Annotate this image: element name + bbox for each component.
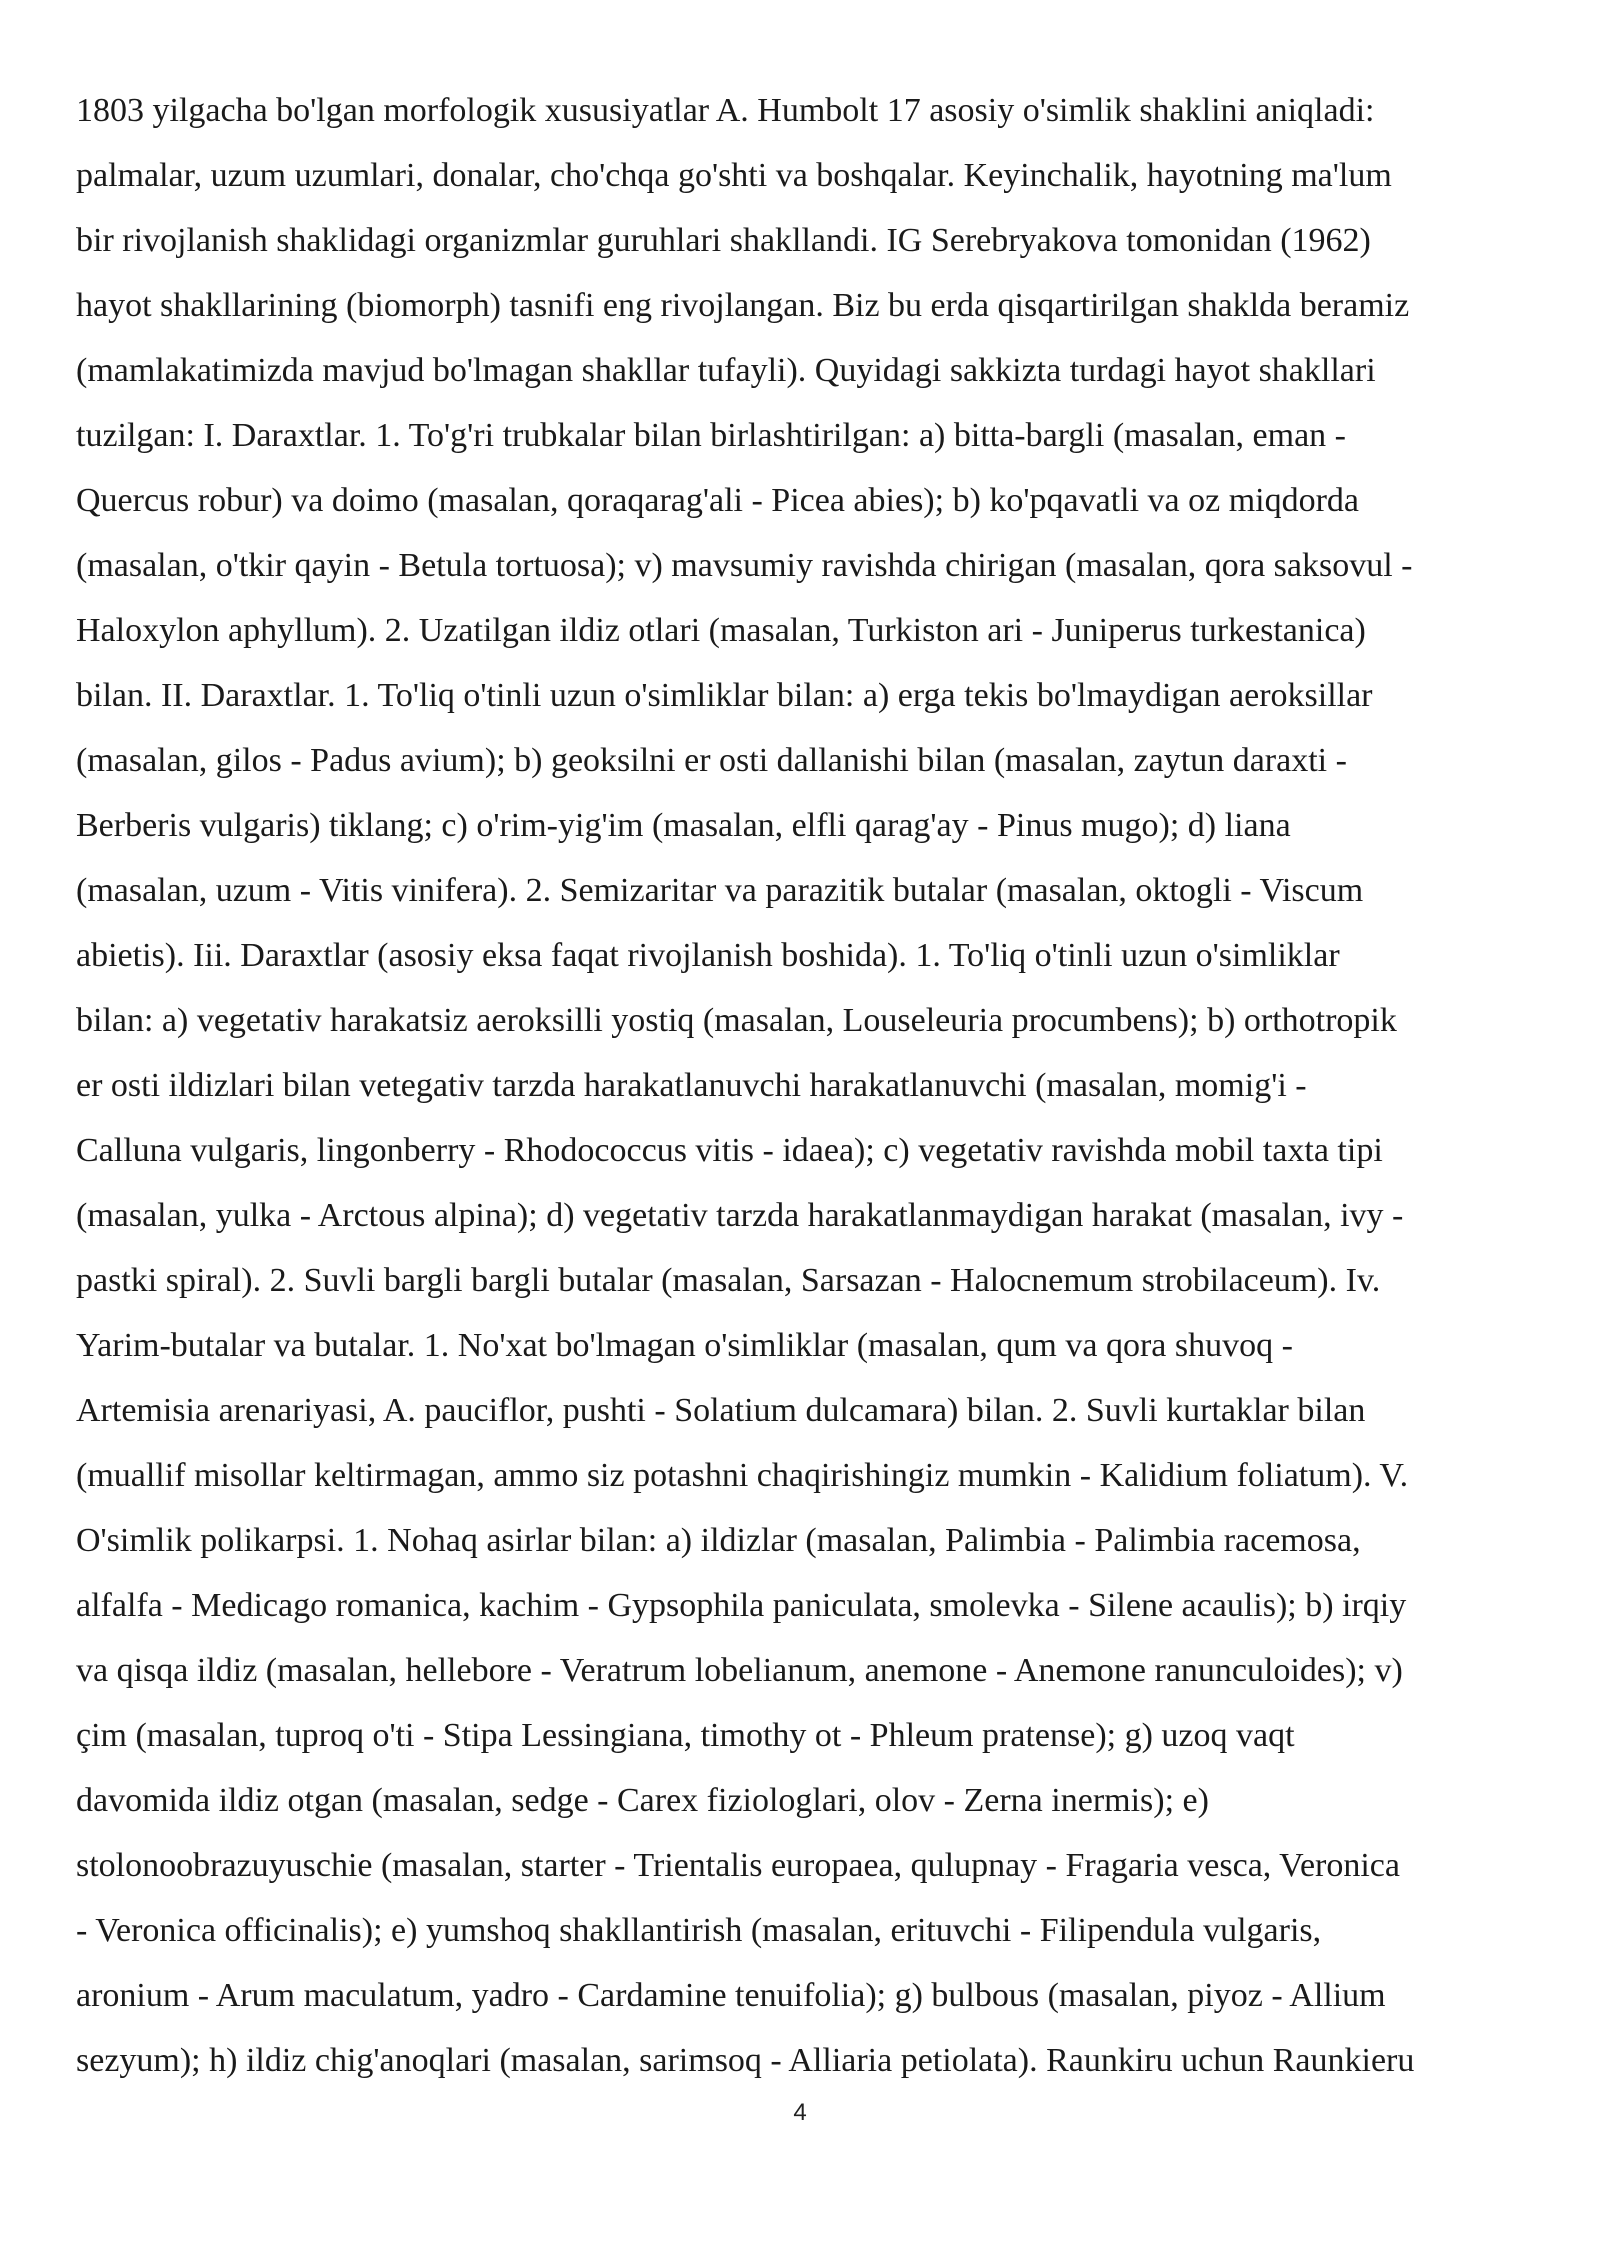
text-line: O'simlik polikarpsi. 1. Nohaq asirlar bilan: a) ildizlar (masalan, Palimbia - Palimbia racemosa, bbox=[76, 1522, 1361, 1559]
text-line: bir rivojlanish shaklidagi organizmlar guruhlari shakllandi. IG Serebryakova tomonidan (1962) bbox=[76, 222, 1371, 259]
text-line: sezyum); h) ildiz chig'anoqlari (masalan, sarimsoq - Alliaria petiolata). Raunkiru uchun Raunkieru bbox=[76, 2042, 1415, 2079]
text-line: abietis). Iii. Daraxtlar (asosiy eksa faqat rivojlanish boshida). 1. To'liq o'tinli uzun o'simliklar bbox=[76, 937, 1340, 974]
text-line: stolonoobrazuyuschie (masalan, starter - Trientalis europaea, qulupnay - Fragaria vesca, Veronica bbox=[76, 1847, 1400, 1884]
text-line: 1803 yilgacha bo'lgan morfologik xususiyatlar A. Humbolt 17 asosiy o'simlik shaklini aniqladi: bbox=[76, 92, 1375, 129]
text-line: (masalan, uzum - Vitis vinifera). 2. Semizaritar va parazitik butalar (masalan, oktogli - Viscum bbox=[76, 872, 1364, 909]
text-line: pastki spiral). 2. Suvli bargli bargli butalar (masalan, Sarsazan - Halocnemum strobilaceum). Iv. bbox=[76, 1262, 1381, 1299]
text-line: Haloxylon aphyllum). 2. Uzatilgan ildiz otlari (masalan, Turkiston ari - Juniperus turkestanica) bbox=[76, 612, 1366, 649]
text-line: (masalan, gilos - Padus avium); b) geoksilni er osti dallanishi bilan (masalan, zaytun daraxti - bbox=[76, 742, 1347, 779]
text-line: tuzilgan: I. Daraxtlar. 1. To'g'ri trubkalar bilan birlashtirilgan: a) bitta-bargli (masalan, eman - bbox=[76, 417, 1346, 454]
text-line: bilan: a) vegetativ harakatsiz aeroksilli yostiq (masalan, Louseleuria procumbens); b) orthotropik bbox=[76, 1002, 1397, 1039]
text-line: hayot shakllarining (biomorph) tasnifi eng rivojlangan. Biz bu erda qisqartirilgan shaklda beramiz bbox=[76, 287, 1410, 324]
text-line: davomida ildiz otgan (masalan, sedge - Carex fiziologlari, olov - Zerna inermis); e) bbox=[76, 1782, 1209, 1819]
text-line: alfalfa - Medicago romanica, kachim - Gypsophila paniculata, smolevka - Silene acaulis); b) irqiy bbox=[76, 1587, 1407, 1624]
text-line: (masalan, o'tkir qayin - Betula tortuosa); v) mavsumiy ravishda chirigan (masalan, qora saksovul - bbox=[76, 547, 1413, 584]
text-line: çim (masalan, tuproq o'ti - Stipa Lessingiana, timothy ot - Phleum pratense); g) uzoq vaqt bbox=[76, 1717, 1295, 1754]
text-line: aronium - Arum maculatum, yadro - Cardamine tenuifolia); g) bulbous (masalan, piyoz - Allium bbox=[76, 1977, 1386, 2014]
text-line: - Veronica officinalis); e) yumshoq shakllantirish (masalan, erituvchi - Filipendula vulgaris, bbox=[76, 1912, 1322, 1949]
text-line: er osti ildizlari bilan vetegativ tarzda harakatlanuvchi harakatlanuvchi (masalan, momig'i - bbox=[76, 1067, 1307, 1104]
body-paragraph bbox=[76, 78, 1556, 2093]
text-line: bilan. II. Daraxtlar. 1. To'liq o'tinli uzun o'simliklar bilan: a) erga tekis bo'lmaydigan aeroksillar bbox=[76, 677, 1373, 714]
text-line: Artemisia arenariyasi, A. pauciflor, pushti - Solatium dulcamara) bilan. 2. Suvli kurtaklar bilan bbox=[76, 1392, 1366, 1429]
text-line: Yarim-butalar va butalar. 1. No'xat bo'lmagan o'simliklar (masalan, qum va qora shuvoq - bbox=[76, 1327, 1293, 1364]
text-line: (mamlakatimizda mavjud bo'lmagan shakllar tufayli). Quyidagi sakkizta turdagi hayot shakllari bbox=[76, 352, 1376, 389]
text-line: palmalar, uzum uzumlari, donalar, cho'chqa go'shti va boshqalar. Keyinchalik, hayotning ma'lum bbox=[76, 157, 1392, 194]
text-line: (muallif misollar keltirmagan, ammo siz potashni chaqirishingiz mumkin - Kalidium foliatum). V. bbox=[76, 1457, 1409, 1494]
page-number: 4 bbox=[793, 2099, 807, 2126]
text-line: Calluna vulgaris, lingonberry - Rhodococcus vitis - idaea); c) vegetativ ravishda mobil taxta tipi bbox=[76, 1132, 1383, 1169]
text-line: (masalan, yulka - Arctous alpina); d) vegetativ tarzda harakatlanmaydigan harakat (masalan, ivy - bbox=[76, 1197, 1404, 1234]
text-line: Berberis vulgaris) tiklang; c) o'rim-yig'im (masalan, elfli qarag'ay - Pinus mugo); d) liana bbox=[76, 807, 1291, 844]
text-line: va qisqa ildiz (masalan, hellebore - Veratrum lobelianum, anemone - Anemone ranunculoides); v) bbox=[76, 1652, 1403, 1689]
text-line: Quercus robur) va doimo (masalan, qoraqarag'ali - Picea abies); b) ko'pqavatli va oz miqdorda bbox=[76, 482, 1360, 519]
